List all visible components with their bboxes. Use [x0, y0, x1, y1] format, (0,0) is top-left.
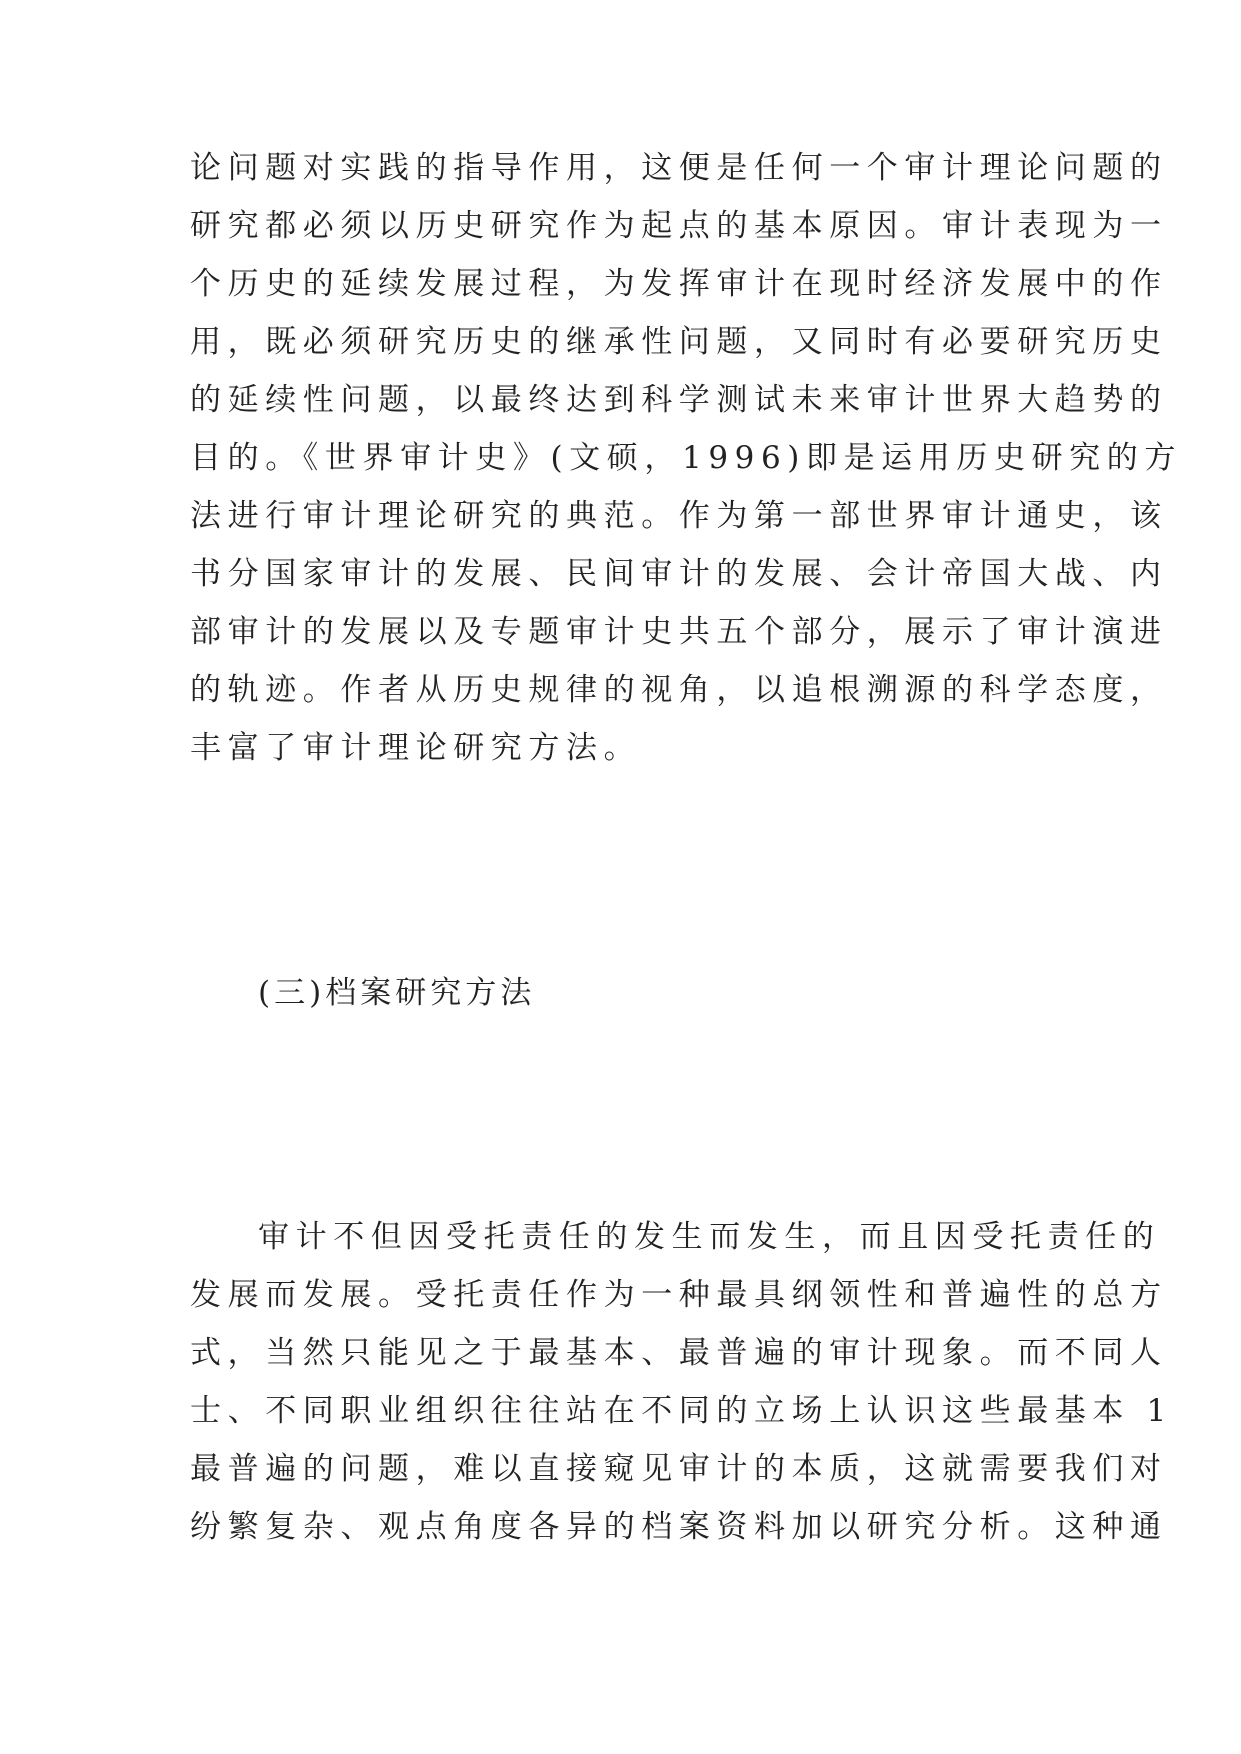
paragraph-1-line-11: 丰富了审计理论研究方法。	[190, 730, 642, 766]
paragraph-2-line-2: 发展而发展。受托责任作为一种最具纲领性和普遍性的总方	[190, 1277, 1168, 1313]
paragraph-1-line-6: 目的。《世界审计史》(文硕，1996)即是运用历史研究的方	[190, 440, 1182, 476]
paragraph-2-line-6: 纷繁复杂、观点角度各异的档案资料加以研究分析。这种通	[190, 1509, 1168, 1545]
paragraph-2-line-5: 最普遍的问题，难以直接窥见审计的本质，这就需要我们对	[190, 1451, 1168, 1487]
paragraph-2-line-3: 式，当然只能见之于最基本、最普遍的审计现象。而不同人	[190, 1335, 1168, 1371]
paragraph-1-line-7: 法进行审计理论研究的典范。作为第一部世界审计通史，该	[190, 498, 1168, 534]
paragraph-2-line-4: 士、不同职业组织往往站在不同的立场上认识这些最基本 1	[190, 1393, 1173, 1429]
paragraph-1-line-2: 研究都必须以历史研究作为起点的基本原因。审计表现为一	[190, 208, 1168, 244]
paragraph-1-line-9: 部审计的发展以及专题审计史共五个部分，展示了审计演进	[190, 614, 1168, 650]
section-heading: (三)档案研究方法	[258, 975, 536, 1011]
paragraph-1-line-3: 个历史的延续发展过程，为发挥审计在现时经济发展中的作	[190, 266, 1168, 302]
paragraph-1-line-4: 用，既必须研究历史的继承性问题，又同时有必要研究历史	[190, 324, 1168, 360]
paragraph-1-line-8: 书分国家审计的发展、民间审计的发展、会计帝国大战、内	[190, 556, 1168, 592]
paragraph-1-line-1: 论问题对实践的指导作用，这便是任何一个审计理论问题的	[190, 150, 1168, 186]
paragraph-1-line-5: 的延续性问题，以最终达到科学测试未来审计世界大趋势的	[190, 382, 1168, 418]
paragraph-1-line-10: 的轨迹。作者从历史规律的视角，以追根溯源的科学态度，	[190, 672, 1168, 708]
paragraph-2-line-1: 审计不但因受托责任的发生而发生，而且因受托责任的	[258, 1219, 1161, 1255]
